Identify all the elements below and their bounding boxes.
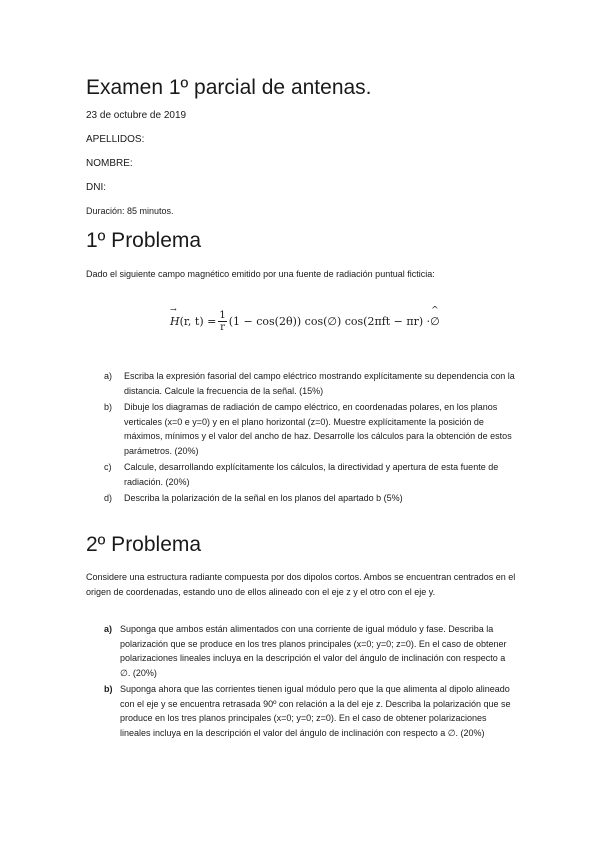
- formula-args: (r, t) =: [179, 315, 217, 328]
- list-item: b) Dibuje los diagramas de radiación de campo eléctrico, en coordenadas polares, en los planos verticales (x=0 e y=0) y en el plano horizontal (z=0). Muestre explícitamente la posición de máximos, mínimos y el valor del ancho de haz. Desarrolle los cálculos para la obtención de estos parámetros. (20%): [104, 402, 512, 456]
- magnetic-field-formula: [170, 310, 440, 333]
- duration-label: Duración: 85 minutos.: [86, 206, 174, 216]
- list-item: a) Suponga que ambos están alimentados con una corriente de igual módulo y fase. Describa la polarización que se produce en los tres planos principales (x=0; y=0; z=0). En el caso de obtener polarizaciones lineales incluya en la descripción el valor del ángulo de inclinación con respecto a ∅. (20%): [104, 624, 507, 678]
- problem2-list: [86, 622, 516, 742]
- apellidos-label: APELLIDOS:: [86, 134, 145, 145]
- fraction-denominator: r: [220, 322, 225, 333]
- dni-label: DNI:: [86, 182, 106, 193]
- exam-title: Examen 1º parcial de antenas.: [86, 76, 372, 99]
- formula-unit-vector: ^ ∅: [430, 315, 440, 328]
- formula-fraction: [218, 310, 226, 333]
- nombre-label: NOMBRE:: [86, 158, 133, 169]
- list-item: b) Suponga ahora que las corrientes tienen igual módulo pero que la que alimenta al dipolo alineado con el eje y se encuentra retrasada 90º con relación a la del eje z. Describa la polarización que se produce en los tres planos principales (x=0; y=0; z=0). En el caso de obtener polarizaciones lineales incluya en la descripción el valor del ángulo de inclinación con respecto a ∅. (20%): [104, 684, 511, 738]
- fraction-numerator: 1: [219, 310, 226, 321]
- problem2-heading: 2º Problema: [86, 533, 202, 556]
- problem1-intro: Dado el siguiente campo magnético emitido por una fuente de radiación puntual ficticia:: [86, 269, 435, 279]
- formula-rhs: (1 − cos(2θ)) cos(∅) cos(2πft − πr) ·: [228, 315, 431, 328]
- list-item: c) Calcule, desarrollando explícitamente los cálculos, la directividad y apertura de esta fuente de radiación. (20%): [104, 462, 499, 487]
- problem1-heading: 1º Problema: [86, 229, 202, 252]
- list-item: a) Escriba la expresión fasorial del campo eléctrico mostrando explícitamente su dependencia con la distancia. Calcule la frecuencia de la señal. (15%): [104, 371, 515, 396]
- exam-date: 23 de octubre de 2019: [86, 110, 187, 121]
- formula-H: → H: [170, 315, 180, 328]
- list-item: d) Describa la polarización de la señal en los planos del apartado b (5%): [104, 493, 403, 503]
- problem1-list: [86, 369, 516, 508]
- problem2-intro: Considere una estructura radiante compuesta por dos dipolos cortos. Ambos se encuentran centrados en el origen de coordenadas, estando uno de ellos alineado con el eje z y el otro con el eje y.: [86, 572, 516, 597]
